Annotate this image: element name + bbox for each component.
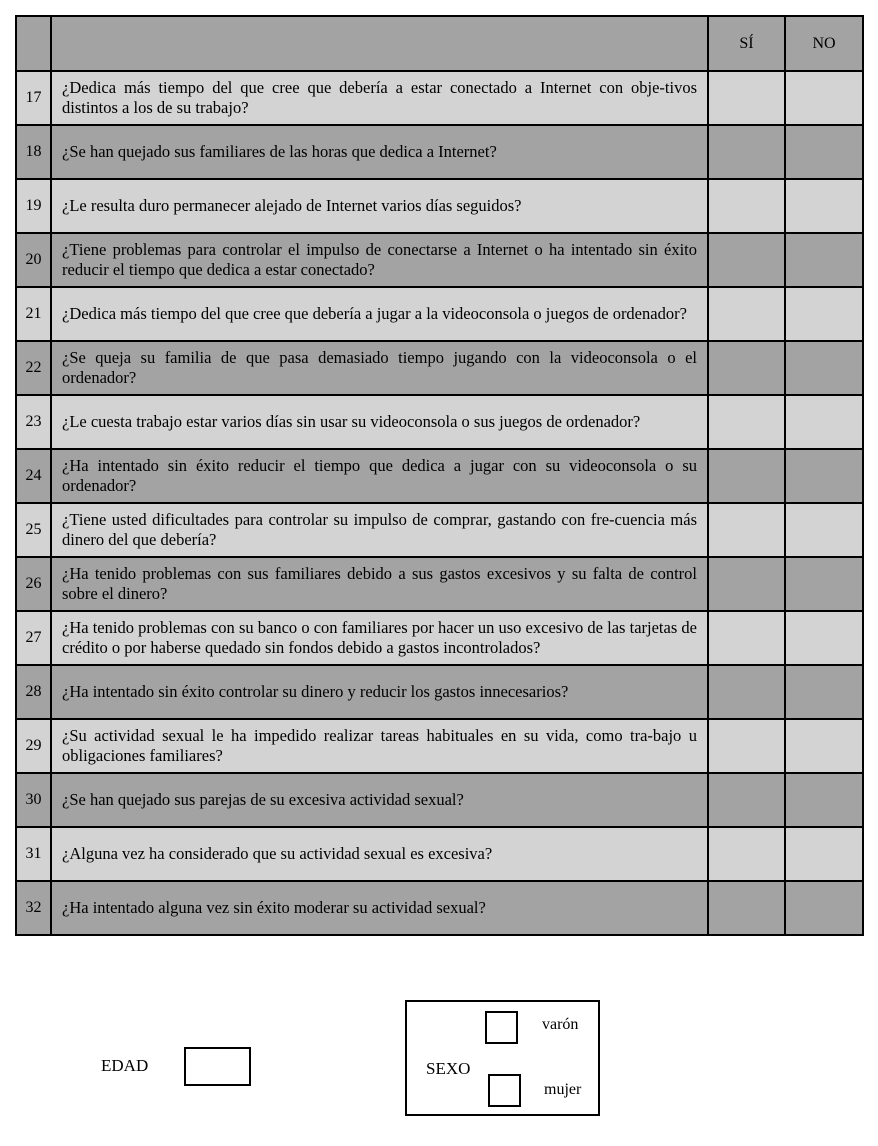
question-number: 19 [16,179,51,233]
question-text: ¿Le cuesta trabajo estar varios días sin usar su videoconsola o sus juegos de ordenador? [51,395,708,449]
sex-panel [405,1000,600,1116]
answer-no-cell[interactable] [785,665,863,719]
answer-no-cell[interactable] [785,287,863,341]
question-text: ¿Ha tenido problemas con sus familiares debido a sus gastos excesivos y su falta de control sobre el dinero? [51,557,708,611]
question-text: ¿Se queja su familia de que pasa demasiado tiempo jugando con la videoconsola o el ordenador? [51,341,708,395]
question-text: ¿Dedica más tiempo del que cree que debería a estar conectado a Internet con obje-tivos distintos a los de su trabajo? [51,71,708,125]
answer-no-cell[interactable] [785,611,863,665]
answer-yes-cell[interactable] [708,179,785,233]
answer-yes-cell[interactable] [708,719,785,773]
answer-yes-cell[interactable] [708,773,785,827]
answer-yes-cell[interactable] [708,827,785,881]
question-text: ¿Dedica más tiempo del que cree que debería a jugar a la videoconsola o juegos de ordenador? [51,287,708,341]
question-number: 23 [16,395,51,449]
question-text: ¿Alguna vez ha considerado que su actividad sexual es excesiva? [51,827,708,881]
question-row [16,503,863,557]
age-input-box[interactable] [184,1047,251,1086]
question-row [16,881,863,935]
question-row [16,125,863,179]
question-text: ¿Ha intentado sin éxito reducir el tiempo que dedica a jugar con su videoconsola o su ordenador? [51,449,708,503]
sex-label: SEXO [426,1059,471,1078]
answer-yes-cell[interactable] [708,125,785,179]
answer-no-cell[interactable] [785,557,863,611]
question-row [16,287,863,341]
question-number: 20 [16,233,51,287]
header-yes: SÍ [708,16,785,71]
header-question-cell [51,16,708,71]
answer-yes-cell[interactable] [708,557,785,611]
question-number: 32 [16,881,51,935]
answer-no-cell[interactable] [785,719,863,773]
answer-yes-cell[interactable] [708,395,785,449]
questionnaire-table [15,15,864,936]
question-number: 26 [16,557,51,611]
question-number: 24 [16,449,51,503]
answer-yes-cell[interactable] [708,449,785,503]
question-number: 25 [16,503,51,557]
table-header-row [16,16,863,71]
question-row [16,773,863,827]
answer-yes-cell[interactable] [708,233,785,287]
question-row [16,611,863,665]
question-text: ¿Ha tenido problemas con su banco o con familiares por hacer un uso excesivo de las tarjetas de crédito o por haberse quedado sin fondos debido a gastos incontrolados? [51,611,708,665]
question-number: 28 [16,665,51,719]
answer-no-cell[interactable] [785,395,863,449]
question-row [16,449,863,503]
answer-no-cell[interactable] [785,233,863,287]
sex-male-label: varón [542,1016,579,1033]
answer-no-cell[interactable] [785,773,863,827]
answer-no-cell[interactable] [785,449,863,503]
question-text: ¿Se han quejado sus familiares de las horas que dedica a Internet? [51,125,708,179]
answer-yes-cell[interactable] [708,611,785,665]
sex-male-checkbox[interactable] [485,1011,518,1044]
question-row [16,665,863,719]
question-number: 21 [16,287,51,341]
answer-no-cell[interactable] [785,881,863,935]
question-number: 18 [16,125,51,179]
answer-no-cell[interactable] [785,341,863,395]
question-text: ¿Tiene usted dificultades para controlar su impulso de comprar, gastando con fre-cuencia más dinero del que debería? [51,503,708,557]
question-row [16,233,863,287]
answer-no-cell[interactable] [785,827,863,881]
question-row [16,179,863,233]
sex-female-label: mujer [544,1081,582,1098]
question-row [16,71,863,125]
header-no: NO [785,16,863,71]
answer-no-cell[interactable] [785,503,863,557]
answer-no-cell[interactable] [785,71,863,125]
question-number: 22 [16,341,51,395]
answer-yes-cell[interactable] [708,287,785,341]
answer-no-cell[interactable] [785,125,863,179]
question-row [16,557,863,611]
answer-no-cell[interactable] [785,179,863,233]
question-number: 27 [16,611,51,665]
answer-yes-cell[interactable] [708,341,785,395]
sex-female-checkbox[interactable] [488,1074,521,1107]
answer-yes-cell[interactable] [708,665,785,719]
question-row [16,341,863,395]
answer-yes-cell[interactable] [708,881,785,935]
question-text: ¿Ha intentado alguna vez sin éxito moderar su actividad sexual? [51,881,708,935]
question-number: 29 [16,719,51,773]
question-row [16,395,863,449]
question-text: ¿Su actividad sexual le ha impedido realizar tareas habituales en su vida, como tra-bajo u obligaciones familiares? [51,719,708,773]
answer-yes-cell[interactable] [708,503,785,557]
question-row [16,827,863,881]
question-text: ¿Se han quejado sus parejas de su excesiva actividad sexual? [51,773,708,827]
age-label: EDAD [101,1056,149,1075]
answer-yes-cell[interactable] [708,71,785,125]
question-text: ¿Le resulta duro permanecer alejado de Internet varios días seguidos? [51,179,708,233]
question-number: 31 [16,827,51,881]
question-number: 30 [16,773,51,827]
question-number: 17 [16,71,51,125]
question-row [16,719,863,773]
header-number-cell [16,16,51,71]
question-text: ¿Ha intentado sin éxito controlar su dinero y reducir los gastos innecesarios? [51,665,708,719]
question-text: ¿Tiene problemas para controlar el impulso de conectarse a Internet o ha intentado sin éxito reducir el tiempo que dedica a estar conectado? [51,233,708,287]
